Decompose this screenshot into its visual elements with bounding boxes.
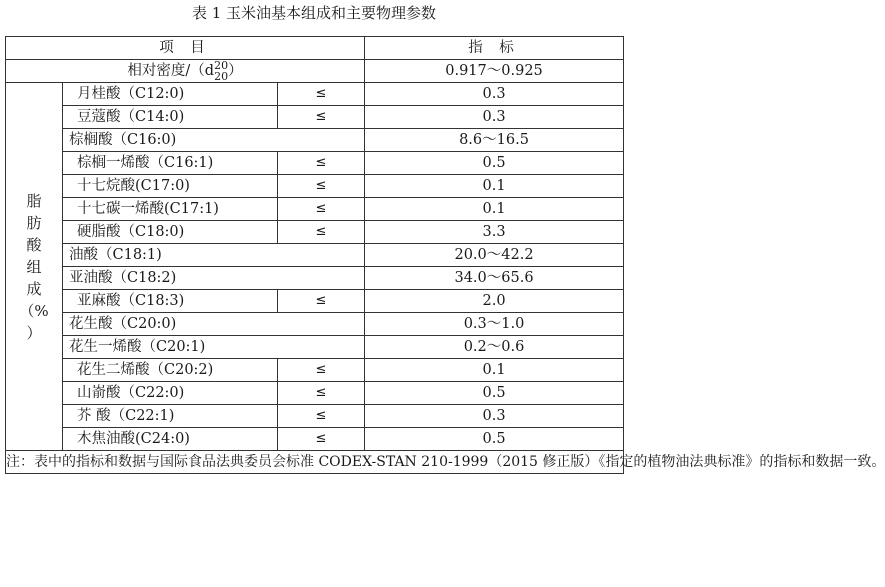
table-row xyxy=(6,129,624,152)
group-label-char: 成 xyxy=(26,279,42,298)
fatty-acid-name: 山嵛酸（C22:0) xyxy=(63,382,278,405)
table-row xyxy=(6,290,624,313)
table-row xyxy=(6,175,624,198)
less-equal-symbol: ≤ xyxy=(278,382,365,405)
fatty-acid-name: 豆蔻酸（C14:0) xyxy=(63,106,278,129)
fatty-acid-value: 0.3 xyxy=(365,106,624,129)
table-row xyxy=(6,106,624,129)
fatty-acid-name: 油酸（C18:1) xyxy=(63,244,365,267)
fatty-acid-name: 亚麻酸（C18:3) xyxy=(63,290,278,313)
less-equal-symbol: ≤ xyxy=(278,83,365,106)
fatty-acid-value: 0.5 xyxy=(365,382,624,405)
composition-table xyxy=(5,36,885,474)
fatty-acid-value: 8.6～16.5 xyxy=(365,129,624,152)
table-row xyxy=(6,336,624,359)
group-label-char: （% xyxy=(19,301,49,320)
density-prefix: 相对密度/（d xyxy=(127,63,215,79)
fatty-acid-value: 0.3～1.0 xyxy=(365,313,624,336)
density-label xyxy=(6,60,365,83)
density-value: 0.917～0.925 xyxy=(365,60,624,83)
table-row xyxy=(6,428,624,451)
less-equal-symbol: ≤ xyxy=(278,175,365,198)
fatty-acid-value: 34.0～65.6 xyxy=(365,267,624,290)
fatty-acid-value: 0.1 xyxy=(365,175,624,198)
fatty-acid-value: 0.3 xyxy=(365,83,624,106)
table-row xyxy=(6,382,624,405)
fatty-acid-name: 花生二烯酸（C20:2) xyxy=(63,359,278,382)
group-label-char: ） xyxy=(26,323,42,342)
fatty-acid-name: 硬脂酸（C18:0) xyxy=(63,221,278,244)
table-row xyxy=(6,152,624,175)
fatty-acid-name: 芥 酸（C22:1) xyxy=(63,405,278,428)
fatty-acid-value: 0.5 xyxy=(365,428,624,451)
fatty-acid-name: 十七烷酸(C17:0) xyxy=(63,175,278,198)
fatty-acid-value: 0.5 xyxy=(365,152,624,175)
table-row xyxy=(6,221,624,244)
fatty-acid-name: 十七碳一烯酸(C17:1) xyxy=(63,198,278,221)
less-equal-symbol: ≤ xyxy=(278,290,365,313)
less-equal-symbol: ≤ xyxy=(278,106,365,129)
fatty-acid-name: 木焦油酸(C24:0) xyxy=(63,428,278,451)
group-label-char: 脂 xyxy=(26,191,42,210)
header-item: 项 目 xyxy=(6,37,365,60)
fatty-acid-name: 亚油酸（C18:2) xyxy=(63,267,365,290)
table-row xyxy=(6,244,624,267)
fatty-acid-name: 月桂酸（C12:0) xyxy=(63,83,278,106)
fatty-acid-name: 棕榈一烯酸（C16:1) xyxy=(63,152,278,175)
less-equal-symbol: ≤ xyxy=(278,198,365,221)
fatty-acid-value: 20.0～42.2 xyxy=(365,244,624,267)
less-equal-symbol: ≤ xyxy=(278,405,365,428)
less-equal-symbol: ≤ xyxy=(278,221,365,244)
header-index: 指 标 xyxy=(365,37,624,60)
density-row xyxy=(6,60,624,83)
fatty-acid-name: 花生酸（C20:0) xyxy=(63,313,365,336)
less-equal-symbol: ≤ xyxy=(278,152,365,175)
density-sub: 20 xyxy=(214,70,229,83)
fatty-acid-value: 2.0 xyxy=(365,290,624,313)
group-label-char: 组 xyxy=(26,257,42,276)
header-row xyxy=(6,37,624,60)
table-row xyxy=(6,198,624,221)
density-suffix: ） xyxy=(228,63,243,79)
fatty-acid-name: 花生一烯酸（C20:1) xyxy=(63,336,365,359)
table-row xyxy=(6,359,624,382)
table-note: 注：表中的指标和数据与国际食品法典委员会标准 CODEX-STAN 210-1999（2015 修正版）《指定的植物油法典标准》的指标和数据一致。 xyxy=(6,451,624,474)
table-row xyxy=(6,313,624,336)
fatty-acid-name: 棕榈酸（C16:0) xyxy=(63,129,365,152)
fatty-acid-value: 0.1 xyxy=(365,359,624,382)
fatty-acid-value: 3.3 xyxy=(365,221,624,244)
table-row xyxy=(6,83,624,106)
fatty-acid-value: 0.3 xyxy=(365,405,624,428)
group-label-char: 酸 xyxy=(26,235,42,254)
less-equal-symbol: ≤ xyxy=(278,428,365,451)
note-row xyxy=(6,451,624,474)
table-caption: 表 1 玉米油基本组成和主要物理参数 xyxy=(191,4,437,22)
group-label xyxy=(6,83,63,451)
fatty-acid-value: 0.2～0.6 xyxy=(365,336,624,359)
group-label-char: 肪 xyxy=(26,213,42,232)
less-equal-symbol: ≤ xyxy=(278,359,365,382)
fatty-acid-value: 0.1 xyxy=(365,198,624,221)
table-row xyxy=(6,405,624,428)
table-row xyxy=(6,267,624,290)
density-sup: 20 xyxy=(214,59,229,72)
density-script xyxy=(214,60,228,82)
